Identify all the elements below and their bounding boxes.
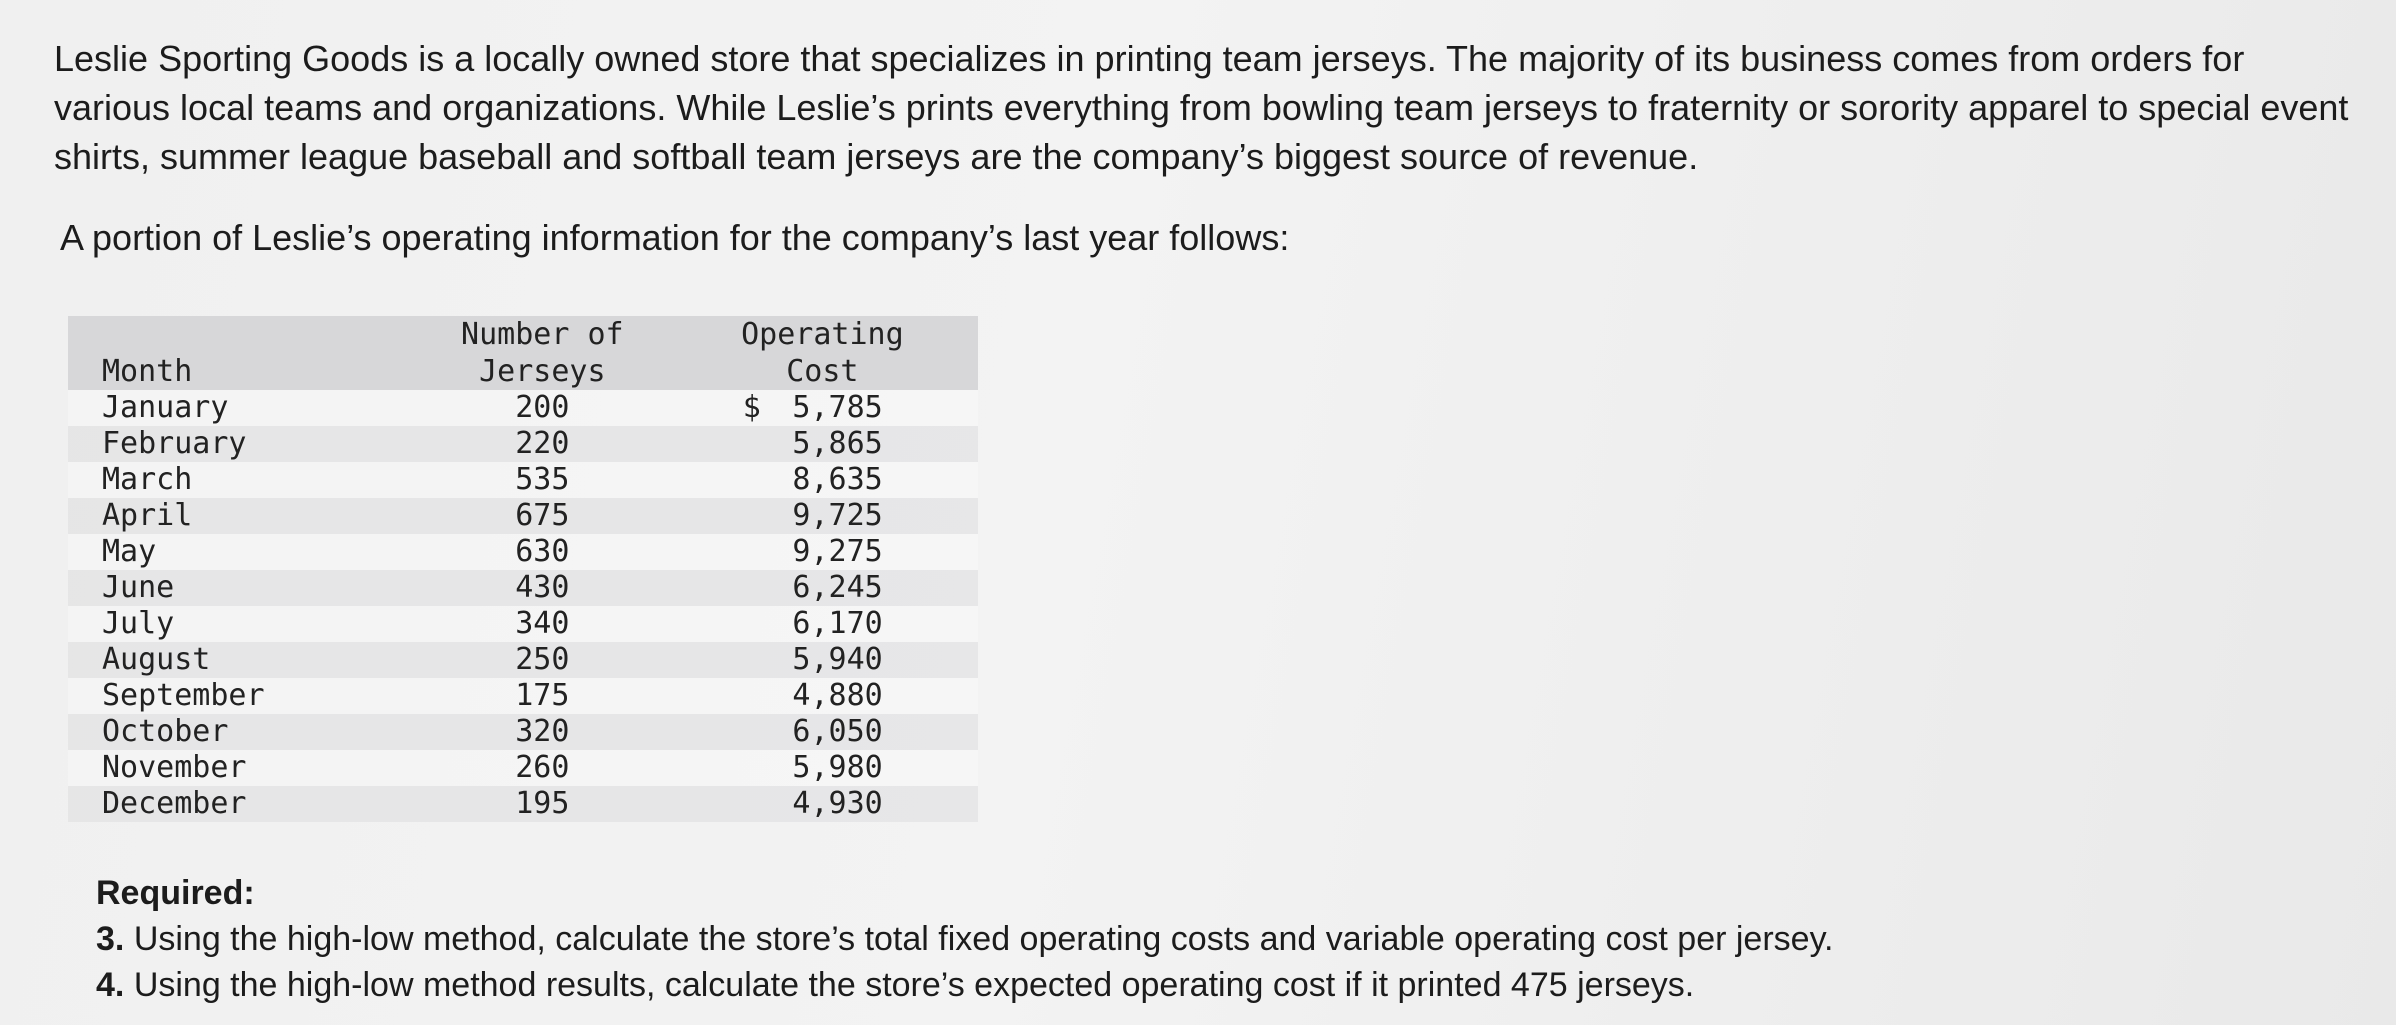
- jerseys-cell: 675: [418, 498, 667, 534]
- table-row: [68, 606, 978, 642]
- cost-value: 5,785: [792, 390, 883, 425]
- cost-value: 8,635: [792, 462, 883, 497]
- cost-cell: [667, 426, 978, 462]
- header-cost-line1: Operating: [741, 317, 904, 352]
- cost-cell: [667, 498, 978, 534]
- table-row: [68, 462, 978, 498]
- cost-value: 6,050: [792, 714, 883, 749]
- table-header-row: [68, 316, 978, 390]
- month-cell: November: [68, 750, 418, 786]
- jerseys-cell: 630: [418, 534, 667, 570]
- cost-cell: [667, 390, 978, 426]
- table-row: [68, 786, 978, 822]
- table-row: [68, 570, 978, 606]
- jerseys-cell: 195: [418, 786, 667, 822]
- jerseys-cell: 250: [418, 642, 667, 678]
- jerseys-cell: 175: [418, 678, 667, 714]
- jerseys-cell: 220: [418, 426, 667, 462]
- operating-data-table: [68, 316, 978, 822]
- month-cell: March: [68, 462, 418, 498]
- table-row: [68, 642, 978, 678]
- table-row: [68, 534, 978, 570]
- currency-symbol: $: [742, 390, 761, 425]
- jerseys-cell: 320: [418, 714, 667, 750]
- cost-cell: [667, 678, 978, 714]
- cost-cell: [667, 642, 978, 678]
- cost-value: 4,930: [792, 786, 883, 821]
- jerseys-cell: 340: [418, 606, 667, 642]
- jerseys-cell: 430: [418, 570, 667, 606]
- required-item-text: Using the high-low method results, calculate the store’s expected operating cost if it printed 475 jerseys.: [133, 966, 1695, 1004]
- table-row: [68, 498, 978, 534]
- header-month-label: Month: [102, 354, 193, 389]
- required-item-number: 3.: [96, 920, 125, 958]
- table-row: [68, 390, 978, 426]
- cost-value: 5,865: [792, 426, 883, 461]
- table-row: [68, 750, 978, 786]
- cost-value: 6,245: [792, 570, 883, 605]
- month-cell: June: [68, 570, 418, 606]
- header-month: [68, 316, 418, 390]
- cost-cell: [667, 714, 978, 750]
- required-item-text: Using the high-low method, calculate the store’s total fixed operating costs and variable operating cost per jersey.: [133, 920, 1834, 958]
- month-cell: December: [68, 786, 418, 822]
- month-cell: July: [68, 606, 418, 642]
- header-jerseys-line1: Number of: [461, 317, 624, 352]
- portion-text: A portion of Leslie’s operating information for the company’s last year follows:: [60, 217, 1290, 258]
- month-cell: September: [68, 678, 418, 714]
- cost-value: 5,980: [792, 750, 883, 785]
- month-cell: October: [68, 714, 418, 750]
- month-cell: April: [68, 498, 418, 534]
- jerseys-cell: 260: [418, 750, 667, 786]
- cost-value: 9,725: [792, 498, 883, 533]
- cost-cell: [667, 606, 978, 642]
- header-jerseys: [418, 316, 667, 390]
- cost-cell: [667, 786, 978, 822]
- header-jerseys-line2: Jerseys: [479, 354, 606, 389]
- cost-value: 4,880: [792, 678, 883, 713]
- month-cell: January: [68, 390, 418, 426]
- table-row: [68, 714, 978, 750]
- jerseys-cell: 200: [418, 390, 667, 426]
- required-title: Required:: [96, 874, 255, 912]
- cost-value: 6,170: [792, 606, 883, 641]
- required-item-number: 4.: [96, 966, 125, 1004]
- intro-paragraph: Leslie Sporting Goods is a locally owned store that specializes in printing team jerseys. The majority of its business comes from orders for various local teams and organizations. While Leslie’s prints everything from bowling team jerseys to fraternity or sorority apparel to special event shirts, summer league baseball and softball team jerseys are the company’s biggest source of revenue.: [54, 38, 2349, 177]
- cost-cell: [667, 462, 978, 498]
- month-cell: August: [68, 642, 418, 678]
- cost-cell: [667, 570, 978, 606]
- month-cell: February: [68, 426, 418, 462]
- required-item-4: [96, 962, 1834, 1008]
- cost-cell: [667, 534, 978, 570]
- table-row: [68, 678, 978, 714]
- table-body: [68, 390, 978, 822]
- cost-value: 5,940: [792, 642, 883, 677]
- cost-cell: [667, 750, 978, 786]
- header-cost-line2: Cost: [786, 354, 859, 389]
- month-cell: May: [68, 534, 418, 570]
- required-section: [96, 870, 1834, 1008]
- required-item-3: [96, 916, 1834, 962]
- header-cost: [667, 316, 978, 390]
- table-row: [68, 426, 978, 462]
- jerseys-cell: 535: [418, 462, 667, 498]
- cost-value: 9,275: [792, 534, 883, 569]
